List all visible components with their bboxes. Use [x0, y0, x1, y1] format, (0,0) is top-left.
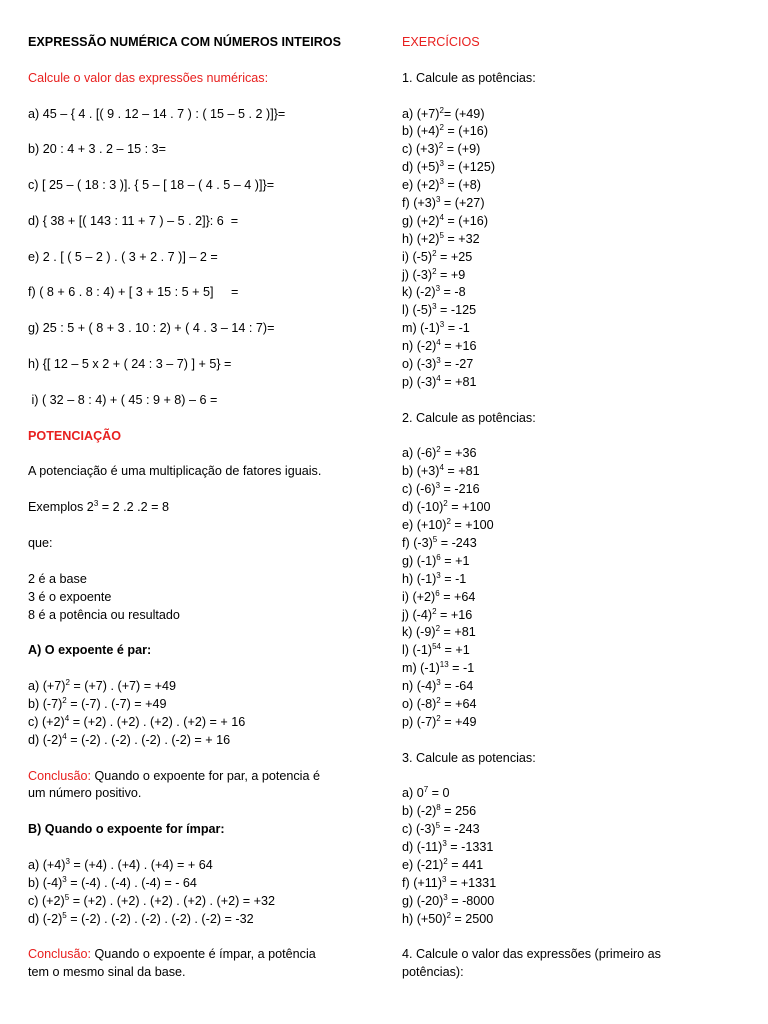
exercises-title: EXERCÍCIOS	[402, 35, 480, 49]
exercise-3-items	[402, 785, 752, 928]
exercise-item: p) $(-3)^4 = +81$	[402, 373, 477, 389]
expression-c: c) [ 25 – ( 18 : 3 )]. { 5 – [ 18 – ( 4 . 5 – 4 )]}=	[28, 178, 275, 193]
exercise-item: h) $(+50)^2 = 2500$	[402, 910, 494, 926]
exercise-item: i) $(+2)^6 = +64$	[402, 588, 476, 604]
exercise-item: m) $(-1)^3 = -1$	[402, 320, 470, 336]
exercise-item: e) $(-21)^2 = 441$	[402, 856, 484, 872]
exercise-item: o) $(-3)^3 = -27$	[402, 356, 474, 372]
example-line: d) $(-2)^4 = (-2)$ . (-2) . (-2) . (-2) = + 16	[28, 731, 231, 747]
section-b-title: B) Quando o expoente for ímpar:	[28, 822, 225, 837]
definition-text: A potenciação é uma multiplicação de fatores iguais.	[28, 464, 322, 479]
exercise-item: l) $(-1)^{54} = +1$	[402, 642, 470, 658]
exercise-4-title: 4. Calcule o valor das expressões (primeiro as	[402, 947, 661, 962]
exercise-item: j) $(-3)^2 = +9$	[402, 266, 466, 282]
exercise-item: d) $(+5)^3 = (+125)$	[402, 159, 496, 175]
expression-g: g) 25 : 5 + ( 8 + 3 . 10 : 2) + ( 4 . 3 – 14 : 7)=	[28, 321, 275, 336]
expression-f: f) ( 8 + 6 . 8 : 4) + [ 3 + 15 : 5 + 5] =	[28, 285, 239, 300]
example-line: d) $(-2)^5 = (-2)$ . (-2) . (-2) . (-2) . (-2) = -32	[28, 910, 254, 926]
part-exponent: 3 é o expoente	[28, 589, 112, 604]
exercise-item: b) $(+3)^4 = +81$	[402, 463, 480, 479]
expression-i: i) ( 32 – 8 : 4) + ( 45 : 9 + 8) – 6 =	[28, 392, 218, 407]
exercise-item: h) $(-1)^3 = -1$	[402, 570, 467, 586]
exercise-item: l) $(-5)^3 = -125$	[402, 302, 477, 318]
exercise-item: k) $(-2)^3 = -8$	[402, 284, 466, 300]
exercise-item: g) $(-1)^6 = +1$	[402, 552, 470, 568]
section-b-conclusion: Conclusão: Quando o expoente é ímpar, a potência	[28, 947, 316, 962]
expression-e: e) 2 . [ ( 5 – 2 ) . ( 3 + 2 . 7 )] – 2 =	[28, 249, 218, 264]
exercise-item: f) $(+11)^3 = +1331$	[402, 874, 497, 890]
section-b-conclusion-cont: tem o mesmo sinal da base.	[28, 965, 186, 980]
example-line: b) $(-4)^3 = (-4)$ . (-4) . (-4) = - 64	[28, 874, 197, 890]
section-a-title: A) O expoente é par:	[28, 643, 152, 658]
exercise-item: o) $(-8)^2 = +64$	[402, 695, 477, 711]
exercise-item: n) $(-4)^3 = -64$	[402, 678, 474, 694]
exercise-item: e) $(+2)^3 = (+8)$	[402, 177, 482, 193]
exercise-item: c) $(+3)^2 = (+9)$	[402, 141, 481, 157]
exercise-item: f) $(+3)^3 = (+27)$	[402, 195, 485, 211]
section-title-potenciacao: POTENCIAÇÃO	[28, 428, 122, 443]
exercise-1-title: 1. Calcule as potências:	[402, 70, 536, 85]
exercise-item: d) $(-10)^2 = +100$	[402, 499, 491, 515]
que-label: que:	[28, 535, 53, 550]
exercise-item: m) $(-1)^{13} = -1$	[402, 660, 475, 676]
instruction: Calcule o valor das expressões numéricas:	[28, 70, 269, 85]
exercise-item: a) $(+7)^2= (+49)$	[402, 105, 485, 121]
expression-d: d) { 38 + [( 143 : 11 + 7 ) – 5 . 2]}: 6 =	[28, 213, 239, 228]
exercise-item: g) $(+2)^4 = (+16)$	[402, 212, 489, 228]
example-line: c) $(+2)^4 = (+2)$ . (+2) . (+2) . (+2) = + 16	[28, 713, 246, 729]
exercise-item: a) $0^7 = 0$	[402, 785, 450, 801]
exercise-item: p) $(-7)^2 = +49$	[402, 713, 477, 729]
exercise-item: d) $(-11)^3 = -1331$	[402, 839, 494, 855]
exercise-item: n) $(-2)^4 = +16$	[402, 338, 477, 354]
exercise-4-title-cont: potências):	[402, 965, 464, 980]
exercise-item: k) $(-9)^2 = +81$	[402, 624, 476, 640]
exercise-item: b) $(+4)^2 = (+16)$	[402, 123, 489, 139]
expression-b: b) 20 : 4 + 3 . 2 – 15 : 3=	[28, 142, 166, 157]
exercise-2-title: 2. Calcule as potências:	[402, 410, 536, 425]
exercise-1-items	[402, 106, 752, 392]
exercise-item: c) $(-3)^5 = -243$	[402, 821, 480, 837]
section-a-conclusion: Conclusão: Quando o expoente for par, a potencia é	[28, 768, 320, 783]
left-column	[28, 34, 373, 982]
section-b-lines	[28, 857, 373, 929]
example-line: a) $(+7)^2 = (+7)$ . (+7) = +49	[28, 678, 176, 694]
exercise-item: h) $(+2)^5 = +32$	[402, 230, 480, 246]
expression-h: h) {[ 12 – 5 x 2 + ( 24 : 3 – 7) ] + 5} =	[28, 357, 232, 372]
exercise-3-title: 3. Calcule as potencias:	[402, 750, 536, 765]
right-column	[402, 34, 752, 982]
exercise-item: a) $(-6)^2 = +36$	[402, 445, 477, 461]
example-line: a) $(+4)^3 = (+4)$ . (+4) . (+4) = + 64	[28, 856, 213, 872]
page-title: EXPRESSÃO NUMÉRICA COM NÚMEROS INTEIROS	[28, 35, 342, 49]
exercise-item: g) $(-20)^3 = -8000$	[402, 892, 495, 908]
exercise-item: i) $(-5)^2 = +25$	[402, 248, 473, 264]
section-a-conclusion-cont: um número positivo.	[28, 786, 142, 801]
expression-a: a) 45 – { 4 . [( 9 . 12 – 14 . 7 ) : ( 15 – 5 . 2 )]}=	[28, 106, 286, 121]
exercise-item: c) $(-6)^3 = -216$	[402, 481, 480, 497]
example-line: Exemplos $2^3 = 2$ .2 .2 = 8	[28, 499, 169, 515]
exercise-item: b) $(-2)^8 = 256$	[402, 803, 477, 819]
part-base: 2 é a base	[28, 571, 87, 586]
example-line: c) $(+2)^5 = (+2)$ . (+2) . (+2) . (+2) . (+2) = +32	[28, 892, 275, 908]
example-line: b) $(-7)^2 = (-7)$ . (-7) = +49	[28, 695, 167, 711]
part-result: 8 é a potência ou resultado	[28, 607, 180, 622]
exercise-item: e) $(+10)^2 = +100$	[402, 517, 494, 533]
exercise-2-items	[402, 445, 752, 731]
section-a-lines	[28, 678, 373, 750]
exercise-item: f) $(-3)^5 = -243$	[402, 534, 477, 550]
exercise-item: j) $(-4)^2 = +16$	[402, 606, 473, 622]
